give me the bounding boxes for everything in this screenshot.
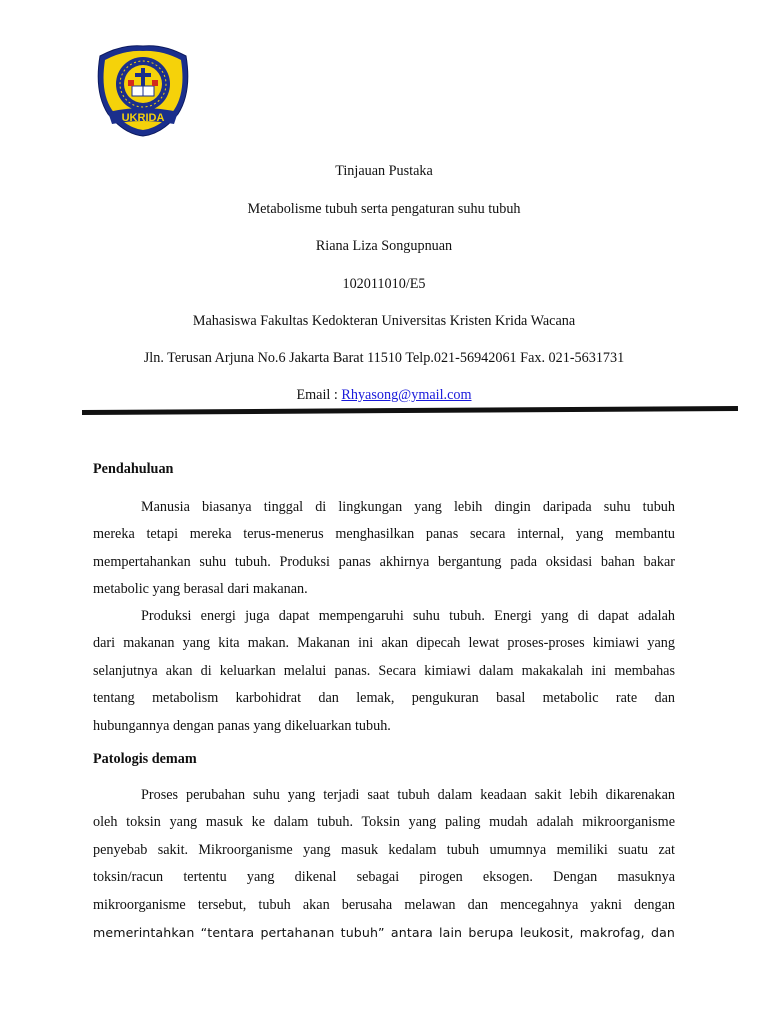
author-name: Riana Liza Songupnuan (315, 238, 453, 254)
institution-address: Jln. Terusan Arjuna No.6 Jakarta Barat 11510 Telp.021-56942061 Fax. 021-5631731 (143, 350, 625, 366)
ukrida-seal-icon (92, 42, 194, 138)
paragraph (93, 494, 675, 604)
paragraph-line: metabolic yang berasal dari makanan. (93, 581, 308, 598)
paragraph-line: selanjutnya akan di keluarkan melalui panas. Secara kimiawi dalam makakalah ini membahas (93, 662, 675, 679)
document-title: Metabolisme tubuh serta pengaturan suhu tubuh (247, 201, 521, 217)
paragraph-line: mereka tetapi mereka terus-menerus menghasilkan panas secara internal, yang membantu (93, 526, 675, 543)
paragraph-line: Manusia biasanya tinggal di lingkungan yang lebih dingin daripada suhu tubuh (141, 499, 675, 515)
paragraph-line: tentang metabolism karbohidrat dan lemak, pengukuran basal metabolic rate dan (93, 690, 675, 707)
section-heading-patologis-demam: Patologis demam (93, 751, 197, 767)
document-type: Tinjauan Pustaka (335, 163, 433, 179)
paragraph-line: mikroorganisme tersebut, tubuh akan berusaha melawan dan mencegahnya yakni dengan (93, 896, 675, 913)
university-logo (92, 42, 194, 138)
email-link[interactable]: Rhyasong@ymail.com (341, 387, 472, 403)
header-divider (82, 406, 738, 415)
email-line (0, 386, 768, 404)
paragraph-line: penyebab sakit. Mikroorganisme yang masuk kedalam tubuh umumnya memiliki suatu zat (93, 841, 675, 858)
paragraph-line: hubungannya dengan panas yang dikeluarkan tubuh. (93, 717, 391, 734)
paragraph-line: mempertahankan suhu tubuh. Produksi panas akhirnya bergantung pada oksidasi bahan bakar (93, 553, 675, 570)
paragraph (93, 782, 675, 946)
svg-text:UKRIDA: UKRIDA (121, 112, 165, 124)
email-label: Email : (296, 387, 342, 403)
paragraph-line: dari makanan yang kita makan. Makanan ini akan dipecah lewat proses-proses kimiawi yang (93, 635, 675, 652)
section-heading-pendahuluan: Pendahuluan (93, 461, 174, 477)
paragraph-line: memerintahkan “tentara pertahanan tubuh” antara lain berupa leukosit, makrofag, dan (93, 925, 675, 941)
student-id: 102011010/E5 (342, 276, 426, 292)
paragraph-line: Proses perubahan suhu yang terjadi saat tubuh dalam keadaan sakit lebih dikarenakan (141, 787, 675, 803)
paragraph-line: toksin/racun tertentu yang dikenal sebagai pirogen eksogen. Dengan masuknya (93, 869, 675, 886)
paragraph (93, 603, 675, 740)
paragraph-line: oleh toksin yang masuk ke dalam tubuh. Toksin yang paling mudah adalah mikroorganisme (93, 814, 675, 831)
paragraph-line: Produksi energi juga dapat mempengaruhi suhu tubuh. Energi yang di dapat adalah (141, 608, 675, 624)
author-affiliation: Mahasiswa Fakultas Kedokteran Universitas Kristen Krida Wacana (192, 313, 576, 329)
